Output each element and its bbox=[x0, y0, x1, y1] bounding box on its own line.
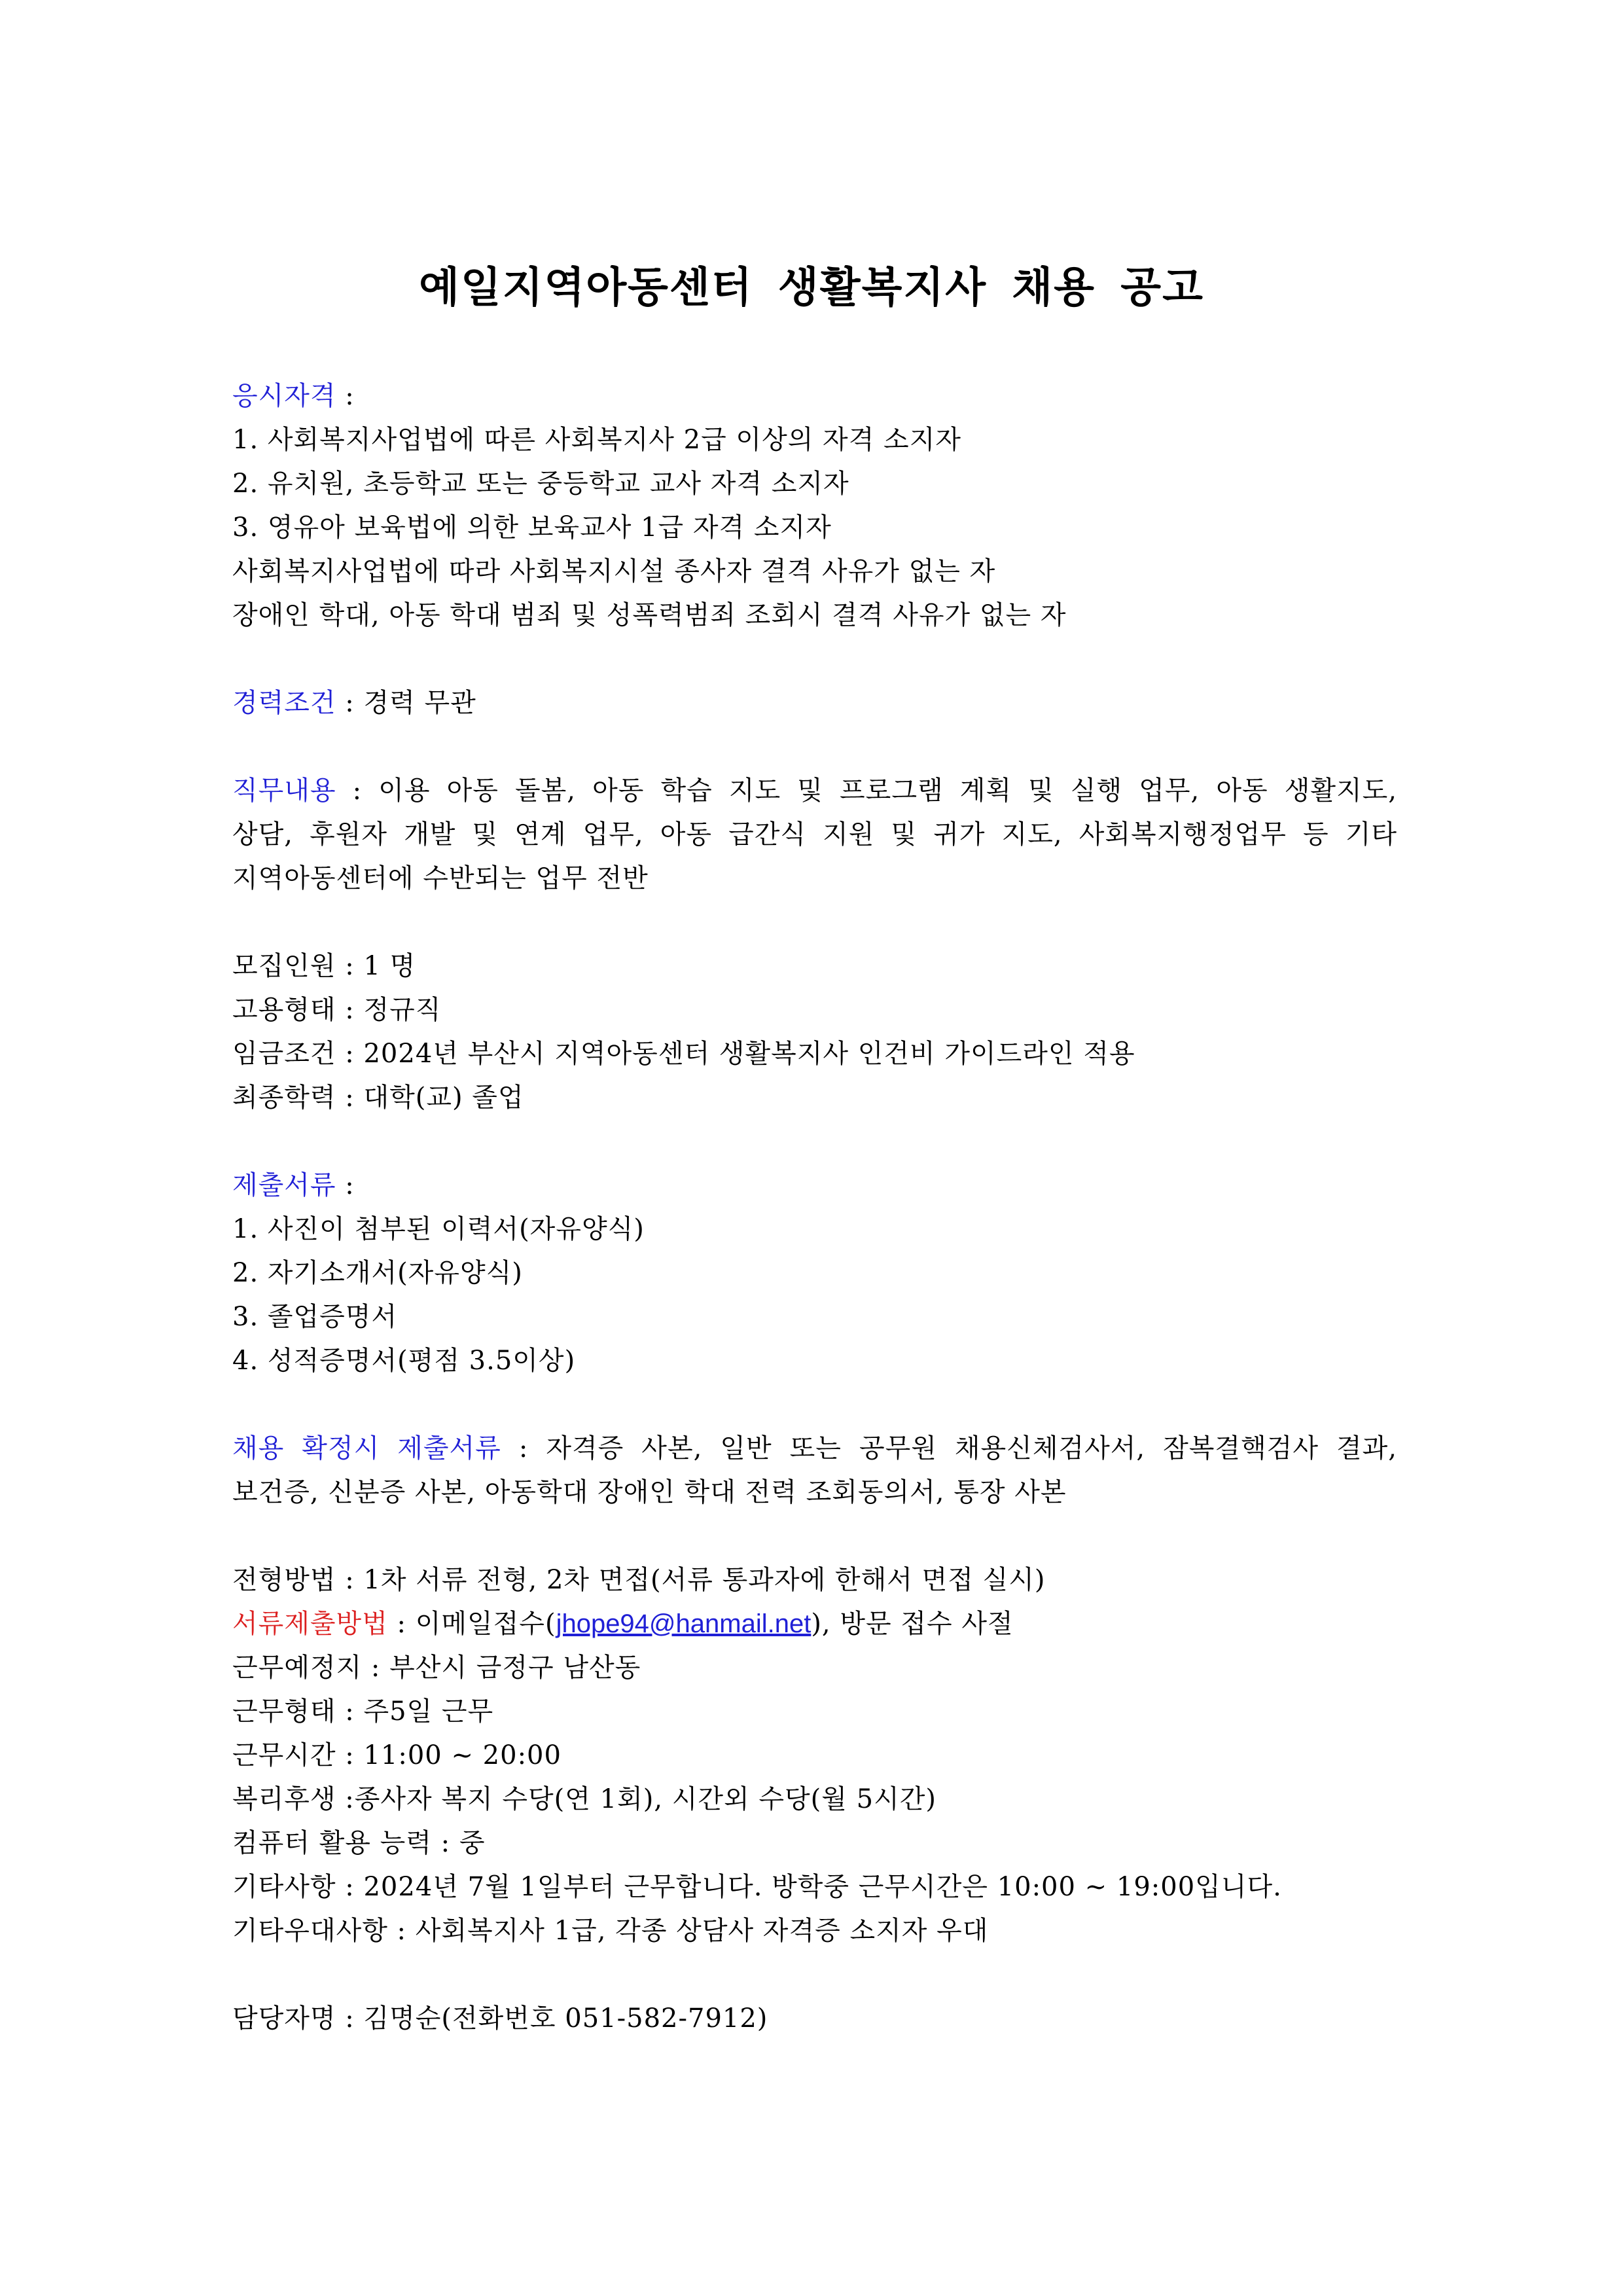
qualification-item: 2. 유치원, 초등학교 또는 중등학교 교사 자격 소지자 bbox=[232, 469, 849, 499]
experience-label: 경력조건 bbox=[232, 688, 336, 718]
duties-line-2: 상담, 후원자 개발 및 연계 업무, 아동 급간식 지원 및 귀가 지도, 사회복지행정업무 등 기타 bbox=[232, 819, 1397, 850]
submission-suffix: ), 방문 접수 사절 bbox=[811, 1609, 1014, 1639]
employment-type: 고용형태 : 정규직 bbox=[232, 995, 442, 1025]
submission-label: 서류제출방법 bbox=[232, 1609, 388, 1639]
hire-documents-line-1 bbox=[232, 1427, 1397, 1471]
salary-condition: 임금조건 : 2024년 부산시 지역아동센터 생활복지사 인건비 가이드라인 적용 bbox=[232, 1039, 1135, 1069]
qualification-heading bbox=[232, 374, 1397, 418]
document-item: 4. 성적증명서(평점 3.5이상) bbox=[232, 1346, 576, 1376]
duties-label: 직무내용 bbox=[232, 776, 336, 806]
work-location: 근무예정지 : 부산시 금정구 남산동 bbox=[232, 1653, 641, 1683]
education-requirement: 최종학력 : 대학(교) 졸업 bbox=[232, 1083, 524, 1113]
page-title: 예일지역아동센터 생활복지사 채용 공고 bbox=[419, 264, 1204, 312]
hire-documents-line-2: 보건증, 신분증 사본, 아동학대 장애인 학대 전력 조회동의서, 통장 사본 bbox=[232, 1477, 1067, 1507]
experience-line bbox=[232, 681, 1397, 725]
preferred-qualifications: 기타우대사항 : 사회복지사 1급, 각종 상담사 자격증 소지자 우대 bbox=[232, 1916, 989, 1946]
spacer bbox=[232, 901, 1397, 944]
email-link[interactable]: jhope94@hanmail.net bbox=[556, 1609, 812, 1638]
spacer bbox=[232, 725, 1397, 769]
contact-person: 담당자명 : 김명순(전화번호 051-582-7912) bbox=[232, 2003, 768, 2034]
benefits: 복리후생 :종사자 복지 수당(연 1회), 시간외 수당(월 5시간) bbox=[232, 1784, 936, 1814]
hire-documents-text-1: : 자격증 사본, 일반 또는 공무원 채용신체검사서, 잠복결핵검사 결과, bbox=[501, 1433, 1397, 1463]
qualification-label: 응시자격 bbox=[232, 381, 336, 411]
documents-label: 제출서류 bbox=[232, 1170, 336, 1200]
document-item: 3. 졸업증명서 bbox=[232, 1302, 398, 1332]
documents-sep: : bbox=[336, 1170, 355, 1200]
recruit-count: 모집인원 : 1 명 bbox=[232, 951, 416, 981]
spacer bbox=[232, 1953, 1397, 1997]
document-item: 1. 사진이 첨부된 이력서(자유양식) bbox=[232, 1214, 645, 1244]
spacer bbox=[232, 1383, 1397, 1427]
qualification-item: 장애인 학대, 아동 학대 범죄 및 성폭력범죄 조회시 결격 사유가 없는 자 bbox=[232, 600, 1067, 630]
spacer bbox=[232, 1120, 1397, 1164]
qualification-sep: : bbox=[336, 381, 355, 411]
work-type: 근무형태 : 주5일 근무 bbox=[232, 1696, 494, 1727]
document-item: 2. 자기소개서(자유양식) bbox=[232, 1258, 523, 1288]
hire-documents-label: 채용 확정시 제출서류 bbox=[232, 1433, 501, 1463]
qualification-item: 1. 사회복지사업법에 따른 사회복지사 2급 이상의 자격 소지자 bbox=[232, 425, 961, 455]
duties-line-1 bbox=[232, 769, 1397, 813]
work-hours: 근무시간 : 11:00 ~ 20:00 bbox=[232, 1740, 562, 1770]
spacer bbox=[232, 1515, 1397, 1558]
qualification-item: 3. 영유아 보육법에 의한 보육교사 1급 자격 소지자 bbox=[232, 512, 832, 543]
qualification-item: 사회복지사업법에 따라 사회복지시설 종사자 결격 사유가 없는 자 bbox=[232, 556, 996, 586]
duties-text-1: : 이용 아동 돌봄, 아동 학습 지도 및 프로그램 계획 및 실행 업무, 아동 생활지도, bbox=[336, 776, 1397, 806]
experience-value: : 경력 무관 bbox=[336, 688, 476, 718]
duties-line-3: 지역아동센터에 수반되는 업무 전반 bbox=[232, 863, 649, 893]
spacer bbox=[232, 637, 1397, 681]
submission-prefix: : 이메일접수( bbox=[387, 1609, 556, 1639]
selection-method: 전형방법 : 1차 서류 전형, 2차 면접(서류 통과자에 한해서 면접 실시) bbox=[232, 1565, 1046, 1595]
submission-method bbox=[232, 1602, 1397, 1646]
other-notes: 기타사항 : 2024년 7월 1일부터 근무합니다. 방학중 근무시간은 10:00 ~ 19:00입니다. bbox=[232, 1872, 1282, 1902]
notice-body bbox=[232, 374, 1397, 2041]
documents-heading bbox=[232, 1164, 1397, 1208]
computer-skill: 컴퓨터 활용 능력 : 중 bbox=[232, 1828, 486, 1858]
